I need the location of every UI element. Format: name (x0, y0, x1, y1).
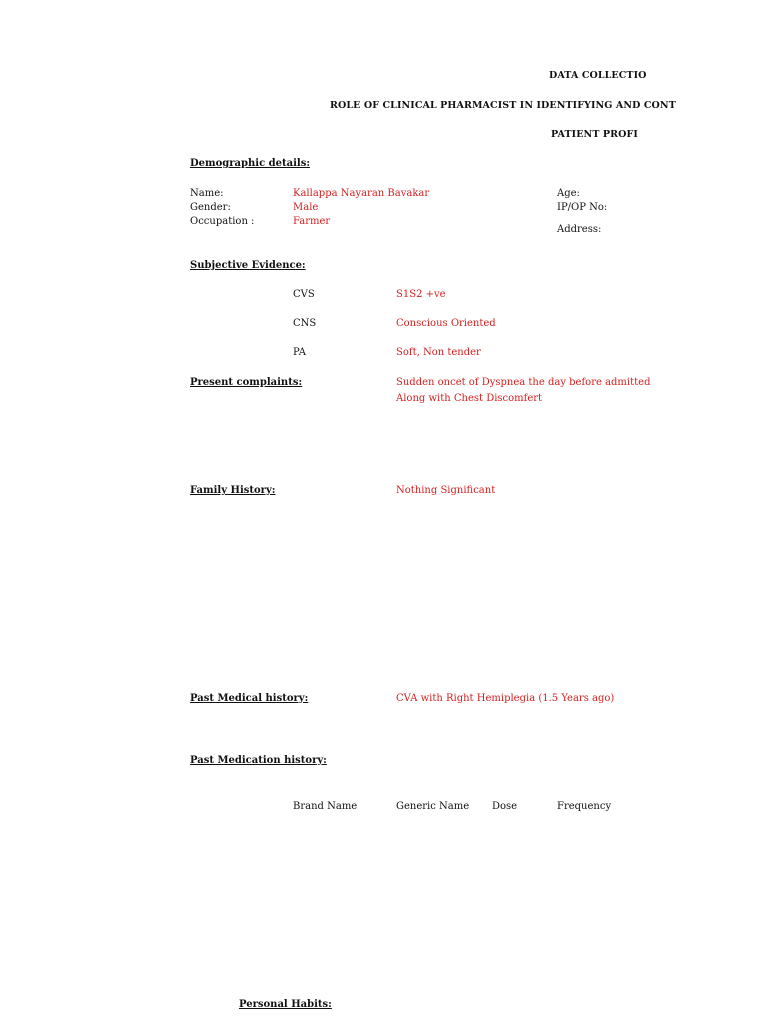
column-generic-name: Generic Name (396, 801, 470, 812)
cns-label: CNS (293, 318, 317, 329)
pa-value: Soft, Non tender (396, 347, 481, 358)
family-history-value: Nothing Significant (396, 485, 496, 496)
column-brand-name: Brand Name (293, 801, 358, 812)
past-medical-value: CVA with Right Hemiplegia (1.5 Years ago) (396, 693, 615, 704)
ipop-label: IP/OP No: (557, 202, 608, 213)
header-title-line1: DATA COLLECTIO (549, 70, 647, 81)
subjective-heading: Subjective Evidence: (190, 260, 306, 271)
cns-value: Conscious Oriented (396, 318, 496, 329)
present-complaints-line2: Along with Chest Discomfert (396, 393, 543, 404)
personal-habits-heading: Personal Habits: (239, 999, 332, 1010)
name-label: Name: (190, 188, 224, 199)
present-complaints-heading: Present complaints: (190, 377, 303, 388)
header-title-line3: PATIENT PROFI (551, 129, 638, 140)
occupation-value: Farmer (293, 216, 331, 227)
age-label: Age: (557, 188, 580, 199)
cvs-value: S1S2 +ve (396, 289, 446, 300)
gender-value: Male (293, 202, 319, 213)
occupation-label: Occupation : (190, 216, 255, 227)
present-complaints-line1: Sudden oncet of Dyspnea the day before admitted (396, 377, 651, 388)
family-history-heading: Family History: (190, 485, 276, 496)
past-medication-heading: Past Medication history: (190, 755, 327, 766)
demographic-heading: Demographic details: (190, 158, 311, 169)
gender-label: Gender: (190, 202, 231, 213)
name-value: Kallappa Nayaran Bavakar (293, 188, 430, 199)
past-medical-heading: Past Medical history: (190, 693, 309, 704)
header-title-line2: ROLE OF CLINICAL PHARMACIST IN IDENTIFYING AND CONT (330, 100, 676, 111)
address-label: Address: (557, 224, 602, 235)
cvs-label: CVS (293, 289, 315, 300)
column-frequency: Frequency (557, 801, 612, 812)
column-dose: Dose (492, 801, 518, 812)
pa-label: PA (293, 347, 307, 358)
